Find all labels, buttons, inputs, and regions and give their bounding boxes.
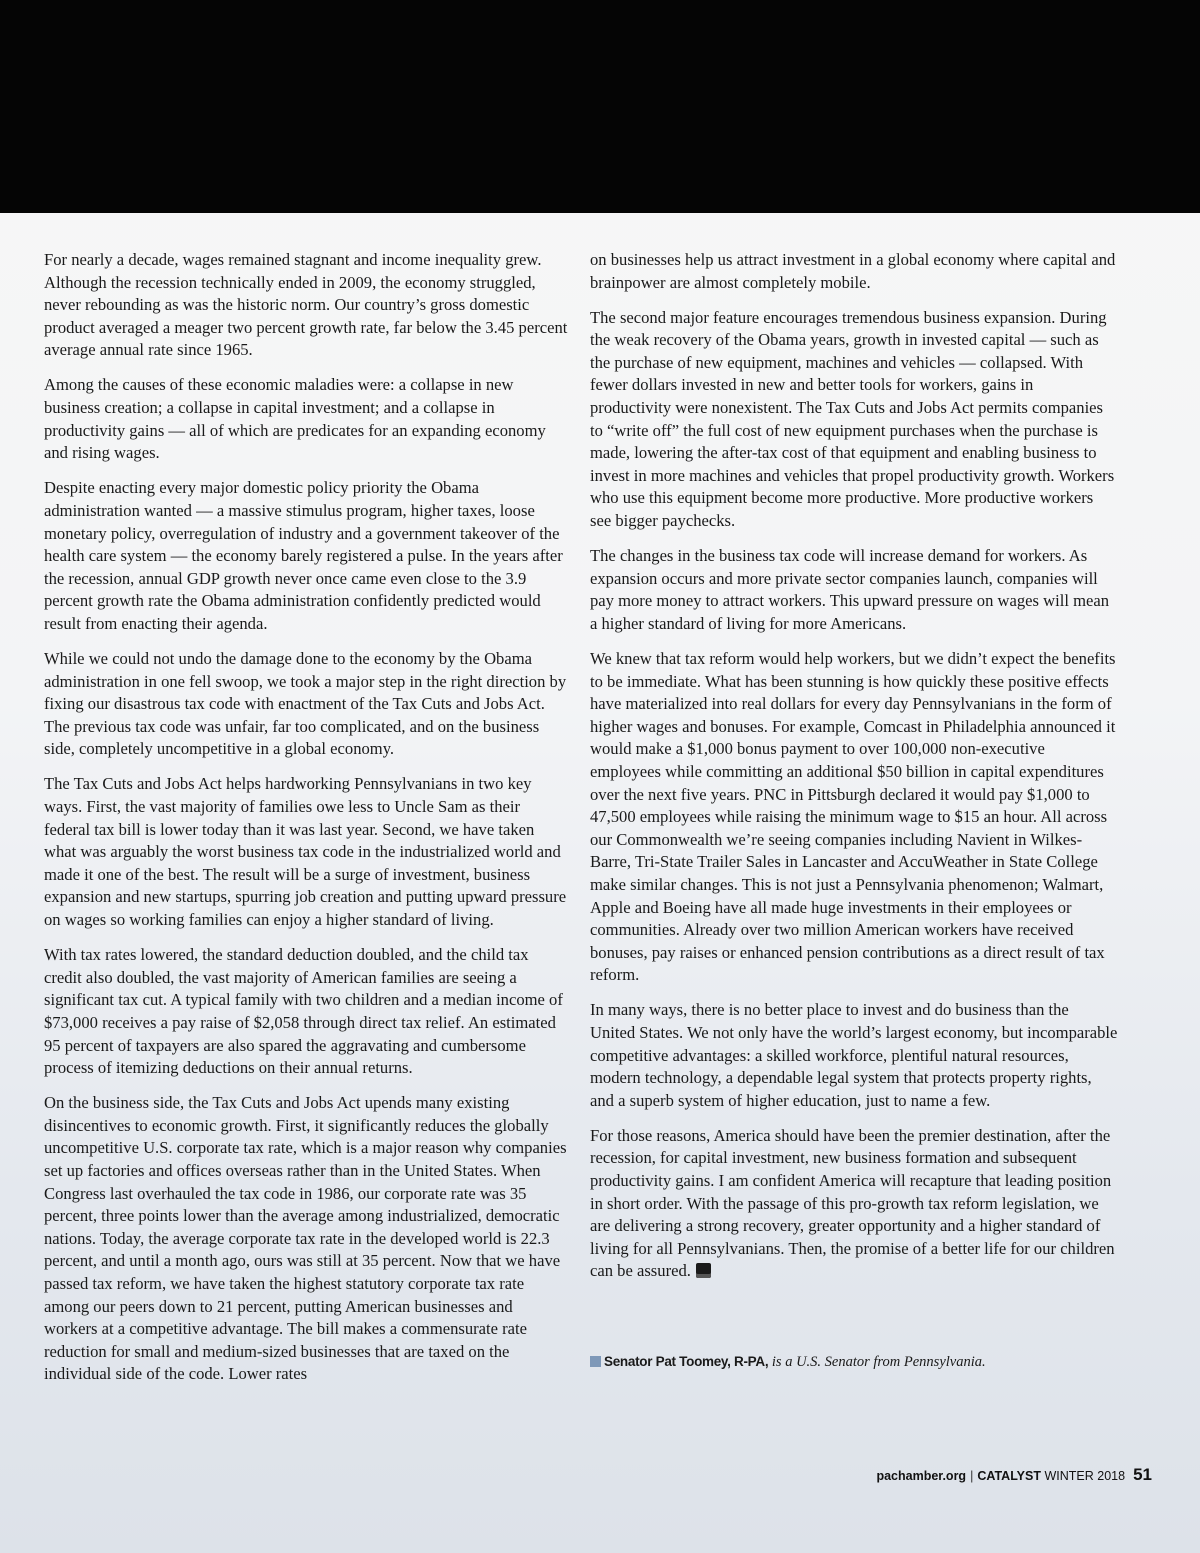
paragraph: The Tax Cuts and Jobs Act helps hardworking Pennsylvanians in two key ways. First, the vast majority of families owe less to Uncle Sam as their federal tax bill is lower today than it was last year. Second, we have taken what was arguably the worst business tax code in the industrialized world and made it one of the best. The result will be a surge of investment, business expansion and new startups, spurring job creation and putting upward pressure on wages so working families can enjoy a higher standard of living. <box>44 774 567 930</box>
paragraph: Despite enacting every major domestic policy priority the Obama administration wanted — a massive stimulus program, higher taxes, loose monetary policy, overregulation of industry and a government takeover of the health care system — the economy barely registered a pulse. In the years after the recession, annual GDP growth never once came even close to the 3.9 percent growth rate the Obama administration confidently predicted would result from enacting their agenda. <box>44 478 563 633</box>
final-paragraph-text: For those reasons, America should have been the premier destination, after the recession, for capital investment, new business formation and subsequent productivity gains. I am confident America will recapture that leading position in short order. With the passage of this pro-growth tax reform legislation, we are delivering a strong recovery, greater opportunity and a higher standard of living for all Pennsylvanians. Then, the promise of a better life for our children can be assured. <box>590 1125 1115 1281</box>
paragraph: The changes in the business tax code will increase demand for workers. As expansion occurs and more private sector companies launch, companies will pay more money to attract workers. This upward pressure on wages will mean a higher standard of living for more Americans. <box>590 546 1110 633</box>
paragraph: Among the causes of these economic maladies were: a collapse in new business creation; a collapse in capital investment; and a collapse in productivity gains — all of which are predicates for an expanding economy and rising wages. <box>44 375 546 463</box>
bio-square-icon <box>590 1356 601 1367</box>
author-bio <box>590 1352 1150 1372</box>
paragraph: In many ways, there is no better place to invest and do business than the United States. We not only have the world’s largest economy, but incomparable competitive advantages: a skilled workforce, plentiful natural resources, modern technology, a dependable legal system that protects property rights, and a superb system of higher education, just to name a few. <box>590 1000 1118 1110</box>
page-footer <box>876 1465 1152 1485</box>
footer-magazine: CATALYST <box>977 1469 1041 1483</box>
author-name: Senator Pat Toomey, R-PA, <box>604 1354 769 1369</box>
end-of-article-icon <box>696 1263 711 1278</box>
article-column-left <box>44 249 568 1398</box>
top-image-band <box>0 0 1200 213</box>
footer-separator: | <box>970 1469 974 1483</box>
paragraph: We knew that tax reform would help workers, but we didn’t expect the benefits to be immediate. What has been stunning is how quickly these positive effects have materialized into real dollars for every day Pennsylvanians in the form of higher wages and bonuses. For example, Comcast in Philadelphia announced it would make a $1,000 bonus payment to over 100,000 non-executive employees while committing an additional $50 billion in capital expenditures over the next five years. PNC in Pittsburgh declared it would pay $1,000 to 47,500 employees while raising the minimum wage to $15 an hour. All across our Commonwealth we’re seeing companies including Navient in Wilkes-Barre, Tri-State Trailer Sales in Lancaster and AccuWeather in State College make similar changes. This is not just a Pennsylvania phenomenon; Walmart, Apple and Boeing have all made huge investments in their employees or communities. Already over two million American workers have received bonuses, pay raises or enhanced pension contributions as a direct result of tax reform. <box>590 649 1116 985</box>
paragraph: For nearly a decade, wages remained stagnant and income inequality grew. Although the recession technically ended in 2009, the economy struggled, never rebounding as was the historic norm. Our country’s gross domestic product averaged a meager two percent growth rate, far below the 3.45 percent average annual rate since 1965. <box>44 250 568 360</box>
final-paragraph <box>590 1125 1118 1283</box>
page-number: 51 <box>1133 1465 1152 1484</box>
paragraph: While we could not undo the damage done to the economy by the Obama administration in one fell swoop, we took a major step in the right direction by fixing our disastrous tax code with enactment of the Tax Cuts and Jobs Act. The previous tax code was unfair, far too complicated, and on the business side, completely uncompetitive in a global economy. <box>44 649 567 759</box>
article-column-right <box>590 249 1118 1296</box>
paragraph: on businesses help us attract investment in a global economy where capital and brainpower are almost completely mobile. <box>590 250 1116 292</box>
paragraph: With tax rates lowered, the standard deduction doubled, and the child tax credit also doubled, the vast majority of American families are seeing a significant tax cut. A typical family with two children and a median income of $73,000 receives a pay raise of $2,058 through direct tax relief. An estimated 95 percent of taxpayers are also spared the aggravating and cumbersome process of itemizing deductions on their annual returns. <box>44 945 563 1078</box>
paragraph: On the business side, the Tax Cuts and Jobs Act upends many existing disincentives to economic growth. First, it significantly reduces the globally uncompetitive U.S. corporate tax rate, which is a major reason why companies set up factories and offices overseas rather than in the United States. When Congress last overhauled the tax code in 1986, our corporate rate was 35 percent, three points lower than the average among industrialized, democratic nations. Today, the average corporate tax rate in the developed world is 22.3 percent, and until a month ago, ours was still at 35 percent. Now that we have passed tax reform, we have taken the highest statutory corporate tax rate among our peers down to 21 percent, putting American businesses and workers at a competitive advantage. The bill makes a commensurate rate reduction for small and medium-sized businesses that are taxed on the individual side of the code. Lower rates <box>44 1093 567 1384</box>
paragraph: The second major feature encourages tremendous business expansion. During the weak recovery of the Obama years, growth in invested capital — such as the purchase of new equipment, machines and vehicles — collapsed. With fewer dollars invested in new and better tools for workers, gains in productivity were nonexistent. The Tax Cuts and Jobs Act permits companies to “write off” the full cost of new equipment purchases when the purchase is made, lowering the after-tax cost of that equipment and enabling business to invest in more machines and vehicles that propel productivity growth. Workers who use this equipment become more productive. More productive workers see bigger paychecks. <box>590 307 1115 531</box>
author-role: is a U.S. Senator from Pennsylvania. <box>771 1354 986 1370</box>
footer-issue: WINTER 2018 <box>1044 1469 1126 1483</box>
footer-url: pachamber.org <box>876 1469 967 1483</box>
